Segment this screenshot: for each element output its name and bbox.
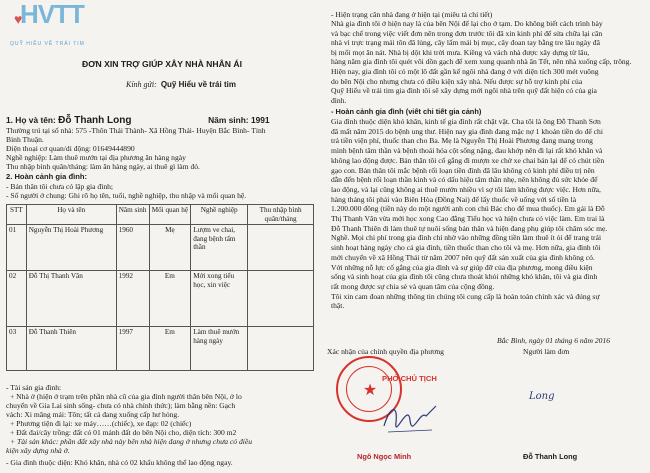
household-line: - Số người ở chung: Ghi rõ họ tên, tuổi, nghề nghiệp, thu nhập và mối quan hệ. — [6, 191, 247, 200]
cell-name: Đỗ Thanh Thiên — [26, 327, 116, 371]
cell-stt: 03 — [7, 327, 27, 371]
land-line: + Đất đai/cây trồng: đất có 01 mảnh đất do bên Nội cho, diện tích: 300 m2 — [10, 428, 237, 437]
story-heading: - Hoàn cảnh gia đình (viết chi tiết gia cảnh) — [331, 107, 482, 116]
job-line: Nghề nghiệp: Làm thuê mướn tại địa phương ăn hàng ngày — [6, 153, 186, 162]
story-line: Đỗ Thanh Thiên đi làm thuê tự nuôi sống bản thân và hiện đang phụ giúp tôi chăm sóc mẹ. — [331, 223, 608, 233]
story-line: Với những nỗ lực cố gắng của gia đình và sự giúp đỡ của địa phương, mong điều kiện — [331, 262, 593, 272]
story-line: hàng tháng tôi phải vào Biên Hòa (Đồng Nai) để lấy thuốc về uống với số tiền là — [331, 194, 577, 204]
cell-relation: Em — [149, 271, 191, 327]
story-line: gạo con. Bản thân tôi mắc bệnh rối loạn tiền đình đã lâu không có kinh phí điều trị nên — [331, 165, 595, 175]
cell-stt: 01 — [7, 225, 27, 271]
story-line: rất mong được sự chia sẻ và quan tâm của cộng đồng. — [331, 281, 495, 291]
stamp-title: PHÓ CHỦ TỊCH — [382, 374, 437, 383]
story-line: mới chuyển về xã Hồng Thái từ năm 2007 nên quỹ đất sản xuất của gia đình không có. — [331, 252, 595, 262]
cell-relation: Em — [149, 327, 191, 371]
recipient-line — [126, 80, 236, 89]
house-line-3: vách: Xi măng mái: Tôn; tất cả đang xuống cấp hư hỏng. — [6, 410, 180, 419]
status-line: Quỹ Hiểu về trái tim gia đình tôi sẽ xây dựng mới ngôi nhà trên quỹ đất hiện có của gia — [331, 86, 597, 96]
cell-income — [248, 225, 314, 271]
status-line: hàng năm gia đình tôi quét vôi dồn gạch để xem xung quanh nhà ăn Tết, nên nhà xuống cấp, trông. — [331, 57, 632, 67]
applicant-name: Đỗ Thanh Long — [58, 115, 132, 126]
story-line: 1.200.000 đồng (tiền này do một người anh con chú Bác cho để mua thuốc). Em gái là Đỗ — [331, 204, 605, 214]
col-job: Nghề nghiệp — [191, 205, 248, 225]
cell-year: 1997 — [116, 327, 149, 371]
income-line: Thu nhập bình quân/tháng: làm ăn hàng ngày, ai thuê gì làm đó. — [6, 162, 200, 171]
story-line: sinh hoạt hàng ngày cho cả gia đình, tiền thuốc than cho tôi và mẹ. Hơn nữa, gia đình tôi — [331, 243, 601, 253]
recipient-label: Kính gửi: — [126, 80, 157, 89]
cell-income — [248, 327, 314, 371]
col-year: Năm sinh — [116, 205, 149, 225]
address-line-2: Bình Thuận. — [6, 135, 44, 144]
cell-relation: Mẹ — [149, 225, 191, 271]
section2-heading: 2. Hoàn cảnh gia đình: — [6, 172, 88, 181]
other-assets-line-1: + Tài sản khác: phần đất xây nhà này bên nhà hiện đang ở nhưng chưa có điều — [10, 437, 253, 446]
applicant-name-line — [6, 116, 270, 125]
story-line: Thị Thanh Vân vừa mới học xong Cao đẳng Tiểu học và hiện chưa có việc làm. Em trai là — [331, 214, 605, 223]
difficulty-line: - Gia đình thuộc diện: Khó khăn, nhà có 02 khẩu không thể lao động ngay. — [6, 458, 233, 467]
table-row — [7, 327, 314, 371]
status-line: đình. — [331, 95, 347, 105]
logo-tagline: QUỸ HIỀU VỀ TRÁI TIM — [10, 41, 85, 47]
cell-job: Lượm ve chai, đang bệnh tấm thần — [191, 225, 248, 271]
applicant-signature: Long — [529, 391, 555, 402]
date-line: Bắc Bình, ngày 01 tháng 6 năm 2016 — [497, 336, 611, 345]
status-line: Nhà gia đình tôi ở hiện nay là của bên Nội để lại cho ở tạm. Do không biết cách trình bày — [331, 19, 603, 28]
story-line: Tôi xin cam đoan những thông tin chúng tôi cung cấp là hoàn toàn chính xác và đúng sự — [331, 291, 600, 301]
address-line-1: Thường trú tại số nhà: 575 -Thôn Thái Thành- Xã Hồng Thái- Huyện Bắc Bình- Tỉnh — [6, 126, 266, 135]
story-line: lao động, và lại cũng không ai thuê mướn nhiều vì sợ tôi làm không được việc. Hơn nữa, — [331, 184, 601, 194]
cell-income — [248, 271, 314, 327]
authority-label: Xác nhận của chính quyền địa phương — [327, 347, 444, 356]
birth-year: 1991 — [250, 115, 270, 125]
col-relation: Mối quan hệ — [149, 205, 191, 225]
cell-year: 1992 — [116, 271, 149, 327]
story-line: thật. — [331, 301, 345, 311]
story-line: dẫn đến bệnh rối loạn thần kinh và có dấu hiệu tâm thần nhẹ, nên không đủ sức khỏe để — [331, 175, 598, 185]
logo-letters: HVTT — [20, 0, 84, 29]
story-line: mình bệnh tâm thần và bệnh thoái hóa cột sống nặng, đau khớp nên đi lại rất khó khăn và — [331, 146, 603, 156]
applicant-signed-name: Đỗ Thanh Long — [523, 452, 578, 461]
table-row — [7, 225, 314, 271]
name-label: 1. Họ và tên: — [6, 115, 56, 125]
cell-year: 1960 — [116, 225, 149, 271]
house-line-2: chuyển về Gia Lai sinh sống- chưa có nhà chính thức); làm bằng nền: Gạch — [6, 401, 236, 410]
other-assets-line-2: kiện xây dựng nhà ở. — [6, 446, 70, 455]
form-title: ĐƠN XIN TRỢ GIÚP XÂY NHÀ NHÂN ÁI — [82, 59, 242, 69]
vehicles-line: + Phương tiện đi lại: xe máy……(chiếc), xe đạp: 02 (chiếc) — [10, 419, 192, 428]
status-line: nhà vì trực trạng mái tôn đã lủng, cây lấm mái bị mục, cây đoan tay bằng tre lâu ngày đã — [331, 38, 600, 48]
col-name: Họ và tên — [26, 205, 116, 225]
cell-name: Nguyễn Thị Hoài Phương — [26, 225, 116, 271]
recipient-value: Quỹ Hiểu về trái tim — [160, 80, 236, 89]
heart-icon: ♥ — [14, 13, 23, 28]
story-line: đã mất năm 2015 do bệnh ung thư. Hiện nay gia đình đang mặc nợ 1 khoản tiền do để chi — [331, 126, 603, 136]
table-row — [7, 271, 314, 327]
status-line: bị mối mọt ăn nát. Nhà bị dột khi trời mưa. Kiềng và vách nhà được xây dựng từ lâu, — [331, 47, 590, 57]
marital-line: - Bản thân tôi chưa có lập gia đình; — [6, 182, 114, 191]
birth-label: Năm sinh: — [208, 115, 249, 125]
table-header-row — [7, 205, 314, 225]
status-line: và bạc chế trong việc viết đơn nên trong đơn trước tôi đã xin kinh phí để sửa chữa lại căn — [331, 28, 603, 38]
applicant-label: Người làm đơn — [523, 347, 570, 356]
phone-line: Điện thoại cơ quan/di động: 01649444890 — [6, 144, 135, 153]
official-signature — [380, 396, 440, 438]
assets-heading: - Tài sản gia đình: — [6, 383, 62, 392]
house-line-1: + Nhà ở (hiện ở trạm trên phần nhà cũ của gia đình người thân bên Nội, ở lo — [10, 392, 242, 401]
cell-job: Mới xong tiểu học, xin việc — [191, 271, 248, 327]
cell-stt: 02 — [7, 271, 27, 327]
status-line: do bên Nội cho nhưng chưa có điều kiện xây nhà. Nếu được sự hỗ trợ kinh phí của — [331, 76, 583, 86]
story-line: trả tiền viện phí, thuốc than cho Ba. Mẹ là Nguyễn Thị Hoài Phương đang mang trong — [331, 136, 593, 146]
story-line: Nghề. Mọi chi phí trong gia đình chỉ nhờ vào những đồng tiền làm thuê ít ỏi để trang trải — [331, 233, 602, 243]
cell-job: Làm thuê mướn hàng ngày — [191, 327, 248, 371]
story-line: không lao động được. Bản thân tôi cố gắng đi mượn xe chở xe chai bán lại để có chút tiền — [331, 155, 605, 165]
star-icon: ★ — [362, 382, 378, 399]
cell-name: Đỗ Thị Thanh Vân — [26, 271, 116, 327]
status-heading: - Hiện trạng căn nhà đang ở hiện tại (miêu tả chi tiết) — [331, 10, 493, 19]
hvtt-logo — [6, 0, 116, 47]
col-income: Thu nhập bình quân/tháng — [248, 205, 314, 225]
col-stt: STT — [7, 205, 27, 225]
official-name: Ngô Ngọc Minh — [357, 452, 412, 461]
left-column — [4, 0, 320, 473]
status-line: Hiện nay, gia đình tôi có một lô đất gần kế ngôi nhà đang ở với diện tích 300 mét vuông — [331, 67, 599, 76]
story-line: sống và sinh hoạt của gia đình tôi cũng chưa thoát khỏi những khó khăn, tôi và gia đình — [331, 272, 598, 282]
family-table — [6, 204, 314, 371]
story-line: Gia đình thuộc diện khó khăn, kinh tế gia đình rất chật vật. Cha tôi là ông Đỗ Thanh Sơn — [331, 117, 601, 126]
